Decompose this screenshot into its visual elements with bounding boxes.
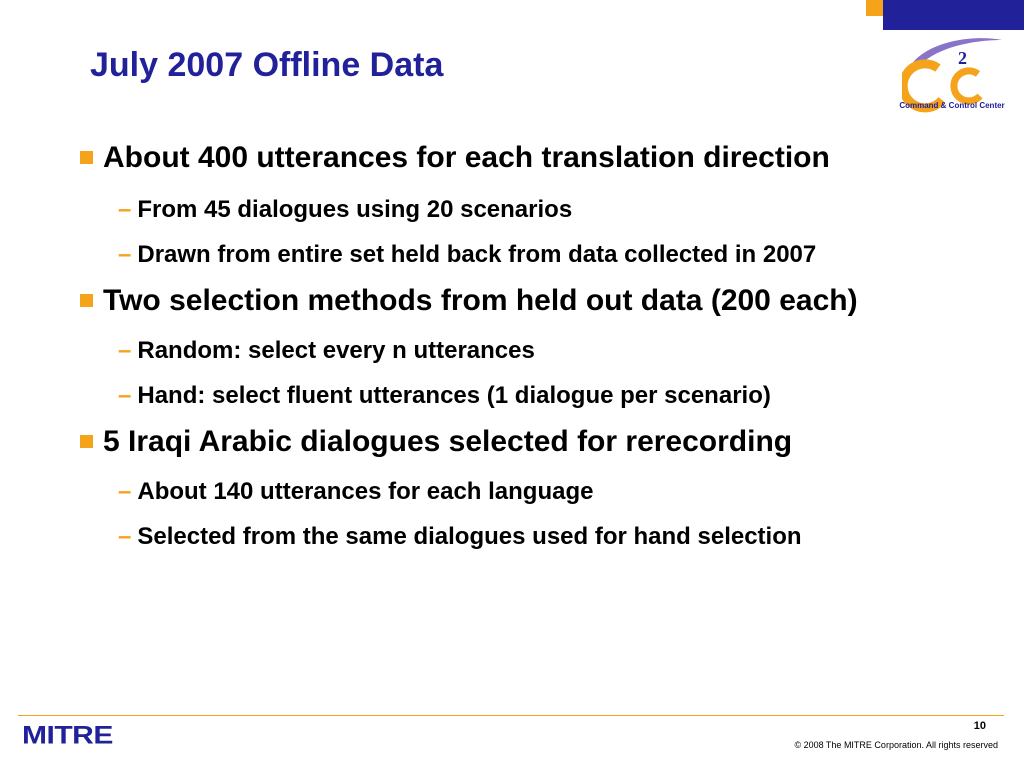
bullet-text: 5 Iraqi Arabic dialogues selected for rerecording bbox=[103, 425, 793, 458]
dash-icon: – bbox=[118, 478, 132, 505]
dash-icon: – bbox=[118, 241, 132, 268]
copyright-notice: © 2008 The MITRE Corporation. All rights reserved bbox=[794, 740, 998, 750]
footer-divider bbox=[18, 715, 1004, 716]
dash-icon: – bbox=[118, 382, 132, 409]
sub-bullet-text: Hand: select fluent utterances (1 dialogue per scenario) bbox=[137, 382, 771, 409]
bullet-text: About 400 utterances for each translation direction bbox=[103, 141, 830, 174]
page-number: 10 bbox=[973, 720, 986, 732]
sub-bullet-text: From 45 dialogues using 20 scenarios bbox=[137, 196, 573, 223]
sub-bullet-item bbox=[118, 239, 816, 271]
mitre-logo: MITRE bbox=[22, 722, 113, 750]
dash-icon: – bbox=[118, 337, 132, 364]
bullet-text: Two selection methods from held out data (200 each) bbox=[103, 284, 858, 317]
dash-icon: – bbox=[118, 196, 132, 223]
c2c-logo-small-c bbox=[954, 71, 980, 101]
corner-accent-navy bbox=[883, 0, 1024, 30]
corner-accent-orange bbox=[866, 0, 883, 16]
bullet-item bbox=[80, 422, 792, 462]
sub-bullet-item bbox=[118, 335, 535, 367]
sub-bullet-text: Drawn from entire set held back from data collected in 2007 bbox=[137, 241, 817, 268]
bullet-item bbox=[80, 138, 830, 178]
sub-bullet-text: About 140 utterances for each language bbox=[137, 478, 594, 505]
bullet-square-icon bbox=[80, 294, 93, 307]
sub-bullet-item bbox=[118, 194, 572, 226]
sub-bullet-item bbox=[118, 521, 802, 553]
logo-caption: Command & Control Center bbox=[899, 101, 1005, 110]
bullet-item bbox=[80, 281, 858, 321]
c2c-logo-superscript: 2 bbox=[958, 48, 967, 68]
sub-bullet-text: Random: select every n utterances bbox=[137, 337, 535, 364]
sub-bullet-text: Selected from the same dialogues used for hand selection bbox=[137, 523, 802, 550]
bullet-square-icon bbox=[80, 435, 93, 448]
dash-icon: – bbox=[118, 523, 132, 550]
slide-title: July 2007 Offline Data bbox=[90, 46, 444, 84]
sub-bullet-item bbox=[118, 380, 771, 412]
bullet-square-icon bbox=[80, 151, 93, 164]
sub-bullet-item bbox=[118, 476, 593, 508]
